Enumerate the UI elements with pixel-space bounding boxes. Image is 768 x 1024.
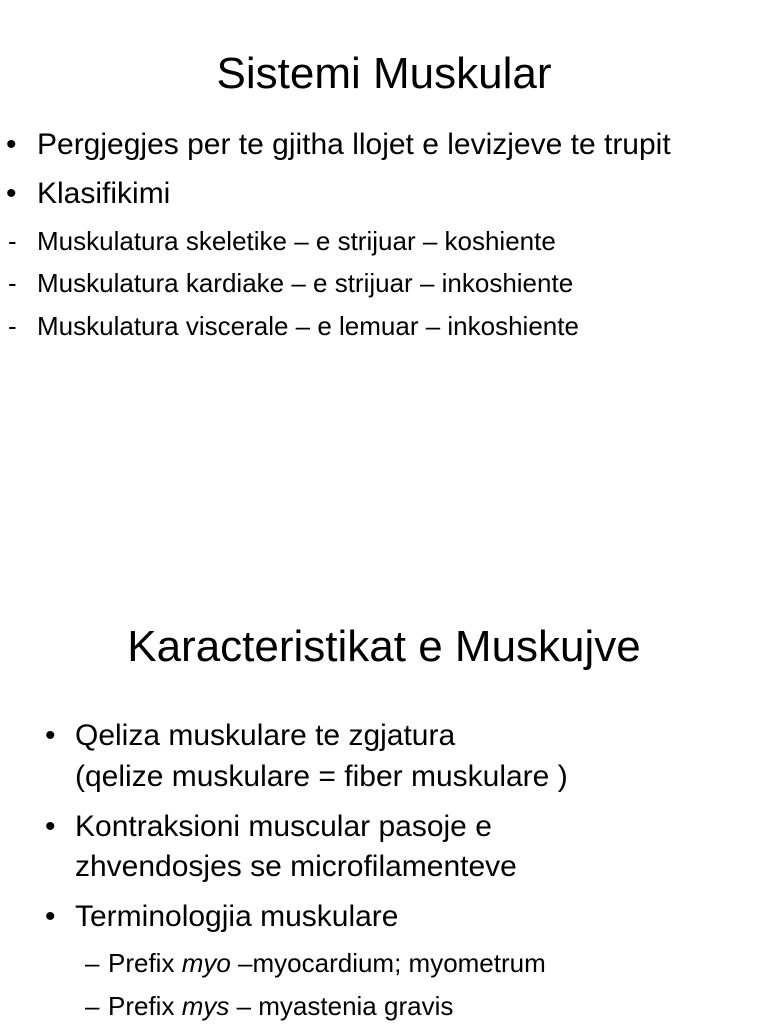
dash-marker: - <box>8 268 17 298</box>
sub-marker: – <box>85 948 100 978</box>
bullet-marker: • <box>6 177 17 210</box>
dash-marker: - <box>8 311 17 341</box>
bullet-marker: • <box>45 719 56 752</box>
bullet-item-line: Kontraksioni muscular pasoje e <box>75 810 492 843</box>
slide-karacteristikat <box>0 512 768 1024</box>
bullet-item-line: Terminologjia muskulare <box>75 900 399 933</box>
sub-item-rest: –myocardium; myometrum <box>230 948 546 978</box>
slide-title: Sistemi Muskular <box>216 49 552 98</box>
sub-item-prefix: Prefix <box>108 991 182 1021</box>
sub-item <box>108 990 453 1022</box>
bullet-marker: • <box>45 900 56 933</box>
dash-item: Muskulatura skeletike – e strijuar – koshiente <box>37 226 556 256</box>
bullet-item: Pergjegjes per te gjitha llojet e levizjeve te trupit <box>37 128 671 161</box>
bullet-marker: • <box>6 128 17 161</box>
sub-marker: – <box>85 991 100 1021</box>
sub-item-rest: – myastenia gravis <box>229 991 454 1021</box>
sub-item-prefix: Prefix <box>108 948 182 978</box>
dash-marker: - <box>8 226 17 256</box>
bullet-item-line: zhvendosjes se microfilamenteve <box>75 850 517 883</box>
bullet-marker: • <box>45 810 56 843</box>
sub-item <box>108 947 546 979</box>
dash-item: Muskulatura viscerale – e lemuar – inkoshiente <box>37 311 579 341</box>
bullet-item-line: (qelize muskulare = fiber muskulare ) <box>75 760 568 793</box>
bullet-item-line: Qeliza muskulare te zgjatura <box>75 719 456 752</box>
bullet-item: Klasifikimi <box>37 177 171 210</box>
sub-item-term: mys <box>181 991 230 1021</box>
slide-title: Karacteristikat e Muskujve <box>127 622 641 671</box>
dash-item: Muskulatura kardiake – e strijuar – inkoshiente <box>37 268 574 298</box>
sub-item-term: myo <box>181 948 231 978</box>
